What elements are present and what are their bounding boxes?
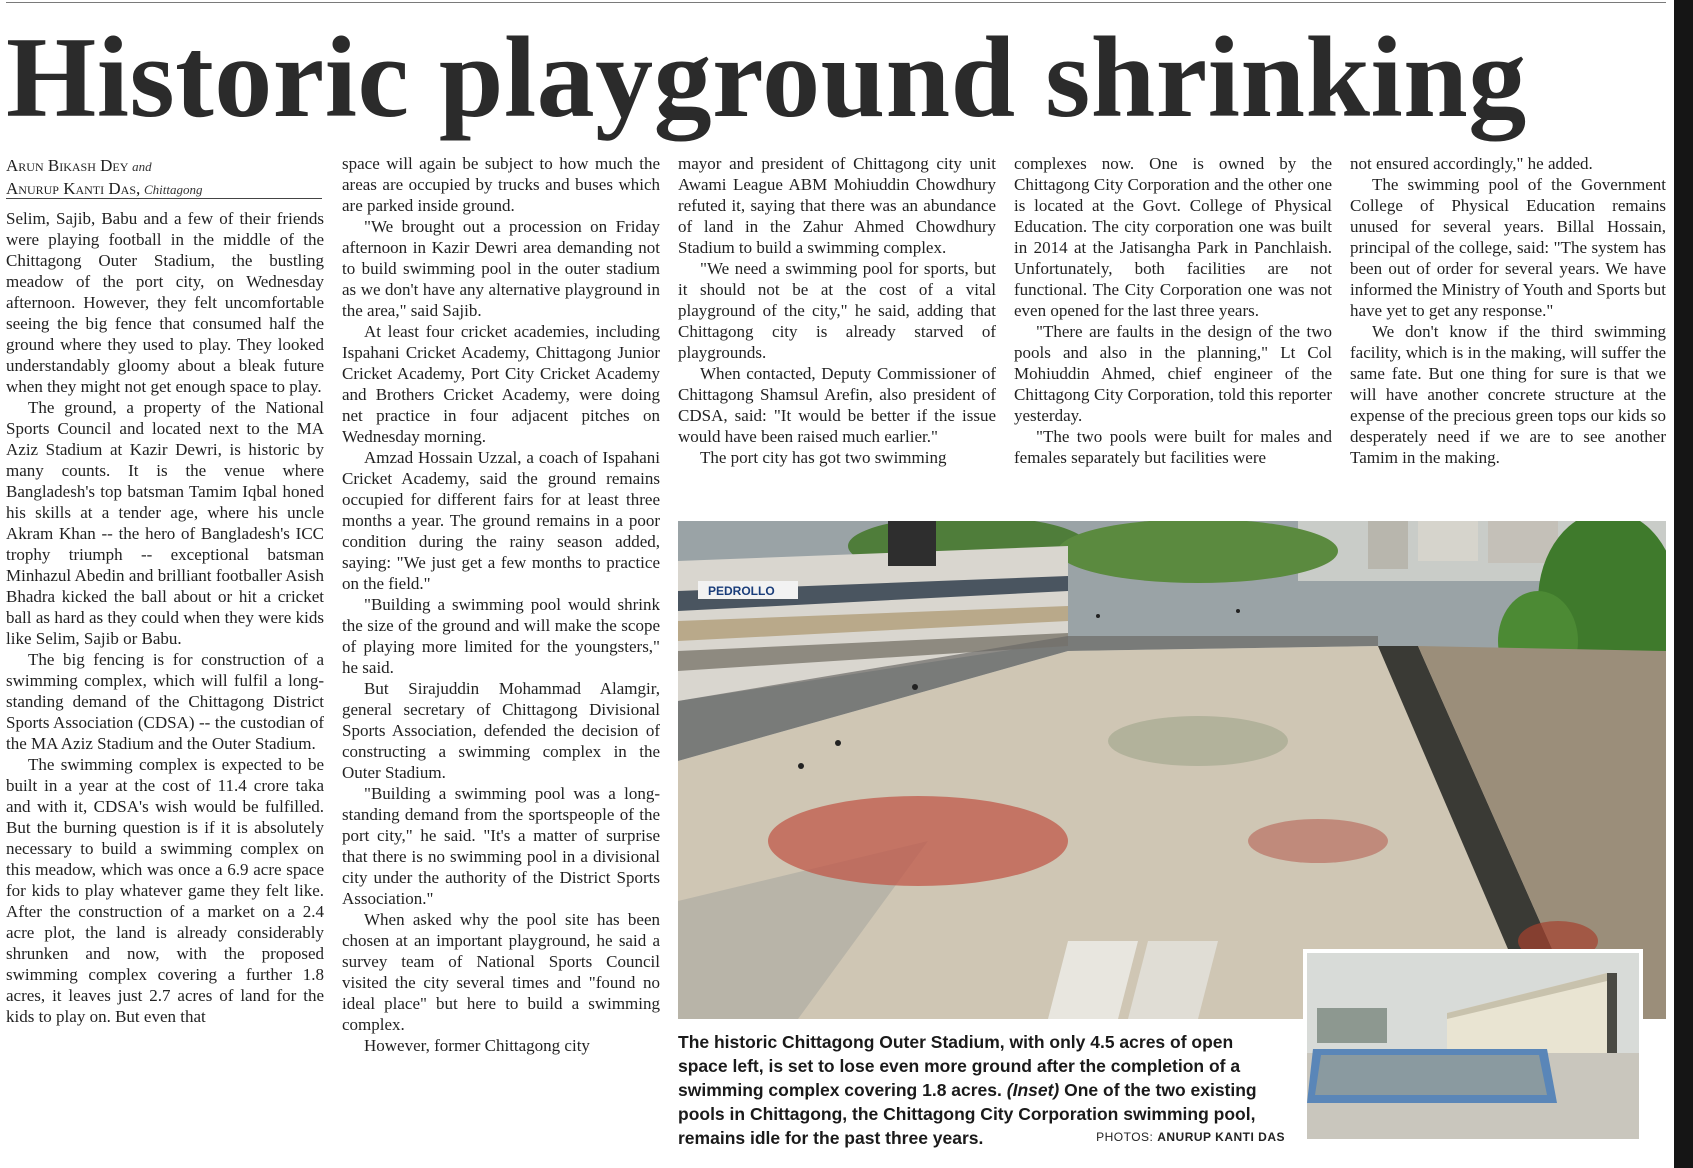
background-building	[1368, 521, 1408, 569]
paragraph: The port city has got two swimming	[700, 448, 947, 467]
credit-name: ANURUP KANTI DAS	[1157, 1130, 1285, 1144]
person-figure	[1096, 614, 1100, 618]
byline	[6, 155, 324, 201]
paragraph: Amzad Hossain Uzzal, a coach of Ispahani Cricket Academy, said the ground remains occupied for different fairs for at least three months a year. The ground remains in a poor condition during the rainy season added, saying: "We just get a few months to practice on the field."	[342, 448, 660, 593]
paragraph: But Sirajuddin Mohammad Alamgir, general secretary of Chittagong Divisional Sports Association, defended the decision of constructing a swimming complex in the Outer Stadium.	[342, 679, 660, 782]
photo-credit	[1040, 1130, 1285, 1144]
page-edge-shadow	[1674, 0, 1693, 1168]
paragraph: When contacted, Deputy Commissioner of Chittagong Shamsul Arefin, also president of CDSA, said: "It would be better if the issue would have been raised much earlier."	[678, 364, 996, 446]
byline-divider	[6, 198, 322, 199]
article-column-3	[678, 153, 996, 510]
caption-text: The historic Chittagong Outer Stadium, with only 4.5 acres of open space left, is set to lose even more ground after the completion of a swimming complex covering 1.8 acres.	[678, 1032, 1241, 1100]
caption-inset-label: (Inset)	[1006, 1080, 1060, 1100]
byline-location: Chittagong	[144, 182, 203, 197]
article-column-5	[1350, 153, 1666, 510]
top-rule	[6, 2, 1666, 3]
paragraph: complexes now. One is owned by the Chittagong City Corporation and the other one is located at the Govt. College of Physical Education. The city corporation one was built in 2014 at the Jatisangha Park in Panchlaish. Unfortunately, both facilities are not functional. The City Corporation one was not even opened for the last three years.	[1014, 154, 1332, 320]
article-column-2	[342, 153, 660, 1152]
paragraph: "We need a swimming pool for sports, but it should not be at the cost of a vital playground of the city," he said, adding that Chittagong city is already starved of playgrounds.	[678, 259, 996, 362]
red-dirt-patch	[1248, 819, 1388, 863]
paragraph: Selim, Sajib, Babu and a few of their friends were playing football in the middle of the Chittagong Outer Stadium, the bustling meadow of the port city, on Wednesday afternoon. However, they felt uncomfortable seeing the big fence that consumed half the ground where they used to play. They looked understandably gloomy about a bleak future when they might not get enough space to play.	[6, 209, 324, 396]
paragraph: not ensured accordingly," he added.	[1350, 154, 1593, 173]
author-name: Anurup Kanti Das,	[6, 179, 141, 198]
paragraph: "Building a swimming pool was a long-standing demand from the sportspeople of the port city," he said. "It's a matter of surprise that there is no swimming pool in a divisional city under the authority of the District Sports Association."	[342, 784, 660, 908]
paragraph: However, former Chittagong city	[364, 1036, 590, 1055]
background-building	[1418, 521, 1478, 561]
person-figure	[1236, 609, 1240, 613]
paragraph: When asked why the pool site has been chosen at an important playground, he said a survey team of National Sports Council visited the city several times and "found no ideal place" but here to build a swimming complex.	[342, 910, 660, 1034]
paragraph: mayor and president of Chittagong city unit Awami League ABM Mohiuddin Chowdhury refuted it, saying that there was an abundance of land in the Zahur Ahmed Chowdhury Stadium to build a swimming complex.	[678, 154, 996, 257]
person-figure	[912, 684, 918, 690]
paragraph: "We brought out a procession on Friday afternoon in Kazir Dewri area demanding not to build swimming pool in the outer stadium as we don't have any alternative playground in the area," said Sajib.	[342, 217, 660, 320]
inset-photo-frame	[1303, 949, 1643, 1143]
pole	[1607, 973, 1617, 1053]
paragraph: "Building a swimming pool would shrink the size of the ground and will make the scope of playing more limited for the youngsters," he said.	[342, 595, 660, 677]
paragraph: The swimming complex is expected to be built in a year at the cost of 11.4 crore taka and with it, CDSA's wish would be fulfilled. But the burning question is if it is absolutely necessary to build a swimming complex on this meadow, which was once a 6.9 acre space for kids to play whatever game they felt like. After the construction of a market on a 2.4 acre plot, the land is already considerably shrunken and now, with the proposed swimming complex covering a further 1.8 acres, it leaves just 2.7 acres of land for the kids to play on. But even that	[6, 755, 324, 1026]
pool-water	[1315, 1055, 1547, 1095]
headline: Historic playground shrinking	[6, 14, 1527, 142]
credit-label: PHOTOS:	[1096, 1130, 1158, 1144]
stadium-photo	[678, 521, 1666, 1019]
paragraph: space will again be subject to how much the areas are occupied by trucks and buses which are parked inside ground.	[342, 154, 660, 215]
inset-buildings	[1317, 1008, 1387, 1043]
trees	[1058, 521, 1338, 583]
red-dirt-patch	[768, 796, 1068, 886]
paragraph: We don't know if the third swimming facility, which is in the making, will suffer the same fate. But one thing for sure is that we will have another concrete structure at the expense of the precious green tops our kids so desperately need if we are to see another Tamim in the making.	[1350, 322, 1666, 467]
paragraph: The ground, a property of the National Sports Council and located next to the MA Aziz Stadium at Kazir Dewri, is historic by many counts. It is the venue where Bangladesh's top batsman Tamim Iqbal honed his skills at a tender age, where his uncle Akram Khan -- the hero of Bangladesh's ICC trophy triumph -- exceptional batsman Minhazul Abedin and brilliant footballer Asish Bhadra kicked the ball about or hit a cricket ball as hard as they could when they were kids like Selim, Sajib or Babu.	[6, 398, 324, 648]
advertising-sign-text: PEDROLLO	[708, 584, 775, 598]
person-figure	[835, 740, 841, 746]
byline-conjunction: and	[132, 159, 152, 174]
paragraph: "The two pools were built for males and females separately but facilities were	[1014, 427, 1332, 467]
paragraph: At least four cricket academies, including Ispahani Cricket Academy, Chittagong Junior Cricket Academy, Port City Cricket Academy and Brothers Cricket Academy, were doing net practice in four adjacent pitches on Wednesday morning.	[342, 322, 660, 446]
grass-patch	[1108, 716, 1288, 766]
paragraph: The swimming pool of the Government College of Physical Education remains unused for several years. Billal Hossain, principal of the college, said: "The system has been out of order for several years. We have informed the Ministry of Youth and Sports but have yet to get any response."	[1350, 175, 1666, 320]
article-column-4	[1014, 153, 1332, 510]
article-column-1	[6, 208, 324, 1152]
floodlight-tower	[888, 521, 936, 566]
caption-text: One of the two existing pools in Chittagong, the Chittagong City Corporation swimming pool, remains idle for the past three years.	[678, 1080, 1257, 1148]
person-figure	[798, 763, 804, 769]
paragraph: "There are faults in the design of the two pools and also in the planning," Lt Col Mohiuddin Ahmed, chief engineer of the Chittagong City Corporation, told this reporter yesterday.	[1014, 322, 1332, 425]
inset-pool-photo	[1307, 953, 1639, 1139]
author-name: Arun Bikash Dey	[6, 156, 129, 175]
paragraph: The big fencing is for construction of a swimming complex, which will fulfil a long-standing demand of the Chittagong District Sports Association (CDSA) -- the custodian of the MA Aziz Stadium and the Outer Stadium.	[6, 650, 324, 753]
